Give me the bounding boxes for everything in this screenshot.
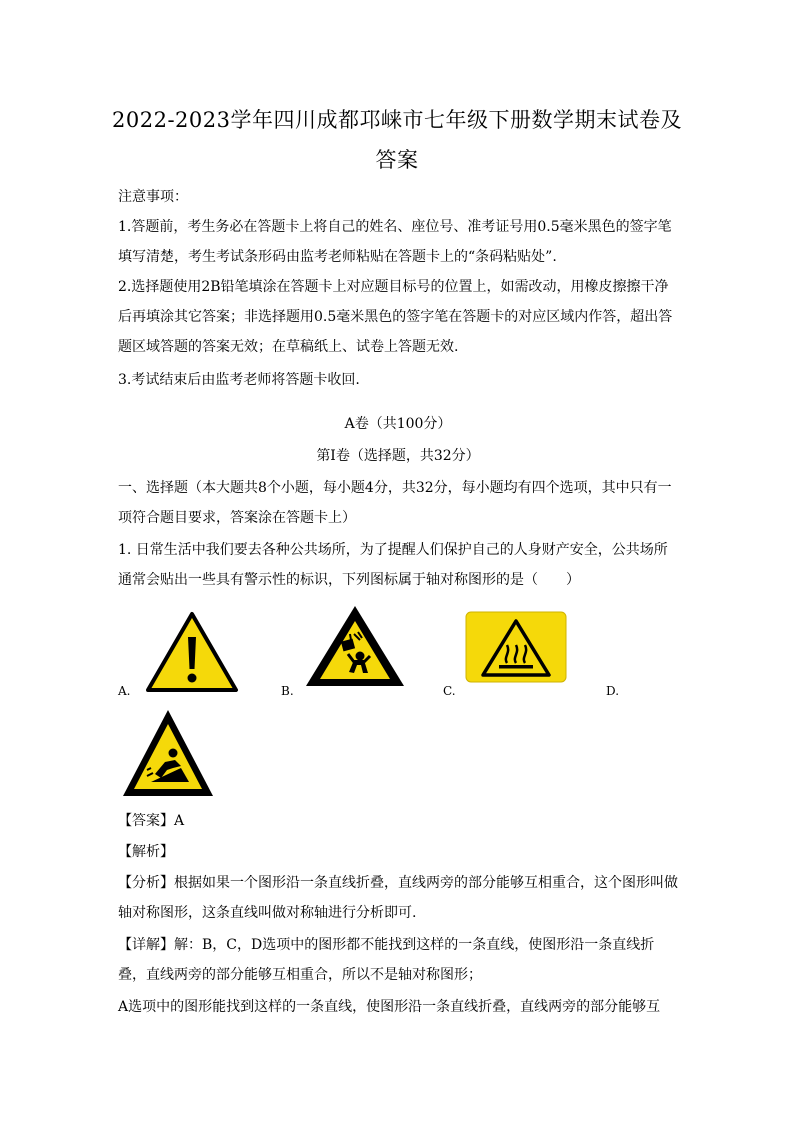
section-a-heading: A卷（共100分） [344, 416, 452, 432]
analysis-heading: 【解析】 [118, 844, 174, 860]
analysis-xiangjie: 【详解】解：B，C，D选项中的图形都不能找到这样的一条直线，使图形沿一条直线折叠，直线两旁的部分能够互相重合，所以不是轴对称图形； [118, 937, 655, 983]
option-a-label: A. [118, 684, 131, 698]
option-d-label: D. [606, 684, 620, 698]
notice-item-2: 2.选择题使用2B铅笔填涂在答题卡上对应题目标号的位置上，如需改动，用橡皮擦擦干净后再填涂其它答案；非选择题用0.5毫米黑色的签字笔在答题卡的对应区域内作答，超出答题区域答题的答案无效；在草稿纸上、试卷上答题无效. [118, 279, 673, 355]
part-1-instructions: 一、选择题（本大题共8个小题，每小题4分，共32分，每小题均有四个选项，其中只有一项符合题目要求，答案涂在答题卡上） [118, 480, 672, 526]
answer-line: 【答案】A [118, 813, 185, 829]
option-b-falling-object-warning-icon [304, 604, 406, 688]
notice-heading: 注意事项： [118, 189, 188, 205]
analysis-continued: A选项中的图形能找到这样的一条直线，使图形沿一条直线折叠，直线两旁的部分能够互 [118, 999, 661, 1015]
page-title [95, 100, 699, 180]
title-line-1: 2022-2023学年四川成都邛崃市七年级下册数学期末试卷及 [112, 108, 682, 132]
notice-item-3: 3.考试结束后由监考老师将答题卡收回. [118, 372, 360, 388]
option-c-hot-surface-warning-icon [465, 611, 567, 683]
title-line-2: 答案 [375, 148, 419, 172]
question-1: 1. 日常生活中我们要去各种公共场所，为了提醒人们保护自己的人身财产安全，公共场所通常会贴出一些具有警示性的标识，下列图标属于轴对称图形的是（ ） [118, 542, 668, 588]
option-c-label: C. [443, 684, 456, 698]
option-b-label: B. [281, 684, 294, 698]
notice-item-1: 1.答题前，考生务必在答题卡上将自己的姓名、座位号、准考证号用0.5毫米黑色的签字笔填写清楚，考生考试条形码由监考老师粘贴在答题卡上的“条码粘贴处”. [118, 219, 672, 265]
option-a-exclamation-warning-icon [145, 611, 239, 693]
option-d-slip-hazard-warning-icon [121, 708, 215, 798]
analysis-fenxi: 【分析】根据如果一个图形沿一条直线折叠，直线两旁的部分能够互相重合，这个图形叫做轴对称图形，这条直线叫做对称轴进行分析即可. [118, 875, 678, 921]
section-1-heading: 第Ⅰ卷（选择题，共32分） [316, 448, 480, 464]
